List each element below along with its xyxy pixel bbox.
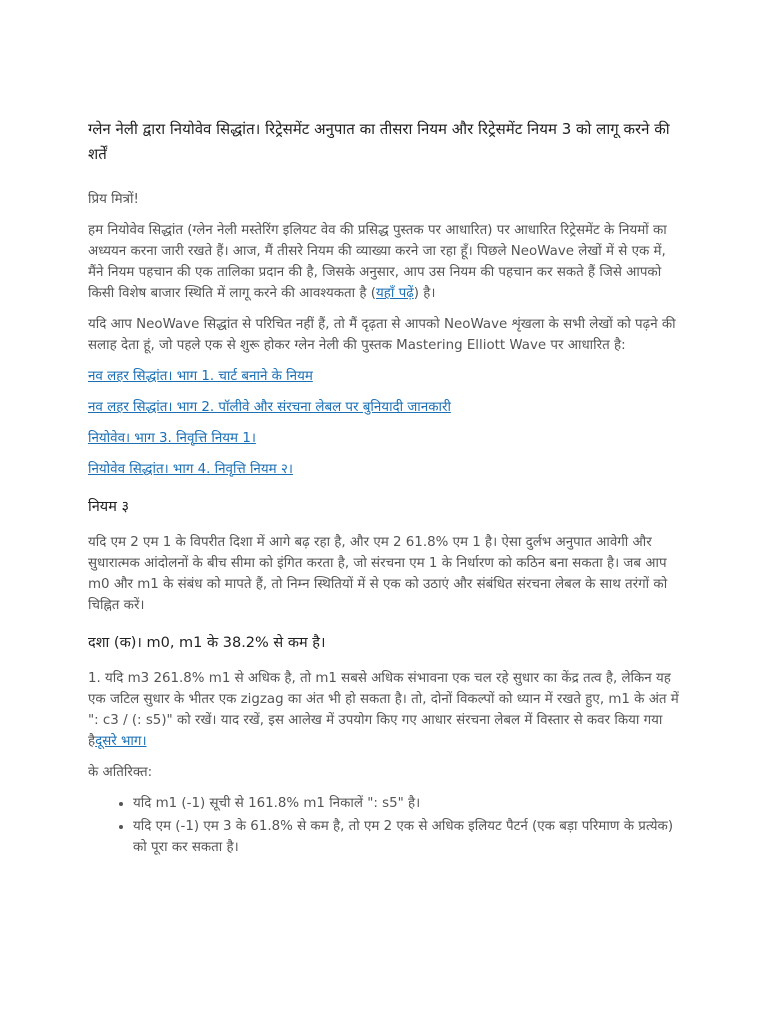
read-here-link[interactable]: यहाँ पढ़ें	[376, 286, 414, 301]
series-link-item	[88, 397, 680, 418]
series-intro-paragraph: यदि आप NeoWave सिद्धांत से परिचित नहीं हैं, तो मैं दृढ़ता से आपको NeoWave शृंखला के सभी लेखों को पढ़ने की सलाह देता हूं, जो पहले एक से शुरू होकर ग्लेन नेली की पुस्तक Mastering Elliott Wave पर आधारित है:	[88, 317, 676, 353]
rule-heading: नियम ३	[88, 499, 130, 515]
condition-text: 1. यदि m3 261.8% m1 से अधिक है, तो m1 सबसे अधिक संभावना एक चल रहे सुधार का केंद्र तत्व है, लेकिन यह एक जटिल सुधार के भीतर एक zigzag का अंत भी हो सकता है। तो, दोनों विकल्पों को ध्यान में रखते हुए, m1 के अंत में ": c3 / (: s5)" को रखें। याद रखें, इस आलेख में उपयोग किए गए आधार संरचना लेबल में विस्तार से कवर किया गया है	[88, 671, 679, 749]
list-item: • यदि एम (-1) एम 3 के 61.8% से कम है, तो एम 2 एक से अधिक इलियट पैटर्न (एक बड़ा परिमाण के प्रत्येक) को पूरा कर सकता है।	[133, 816, 680, 858]
bullet-list	[88, 793, 680, 858]
series-link-item	[88, 459, 680, 480]
intro-text-end: ) है।	[413, 286, 436, 301]
series-link-part-1[interactable]: नव लहर सिद्धांत। भाग 1. चार्ट बनाने के नियम	[88, 369, 313, 384]
series-link-item	[88, 366, 680, 387]
condition-heading: दशा (क)। m0, m1 के 38.2% से कम है।	[88, 635, 326, 651]
intro-text: हम नियोवेव सिद्धांत (ग्लेन नेली मस्तेरिंग इलियट वेव की प्रसिद्ध पुस्तक पर आधारित) पर आधारित रिट्रेसमेंट के नियमों का अध्ययन करना जारी रखते हैं। आज, मैं तीसरे नियम की व्याख्या करने जा रहा हूँ। पिछले NeoWave लेखों में से एक में, मैंने नियम पहचान की एक तालिका प्रदान की है, जिसके अनुसार, आप उस नियम की पहचान कर सकते हैं जिसे आपको किसी विशेष बाजार स्थिति में लागू करने की आवश्यकता है (	[88, 223, 667, 301]
condition-paragraph	[88, 668, 680, 752]
series-link-part-3[interactable]: नियोवेव। भाग 3. निवृत्ति नियम 1।	[88, 431, 256, 446]
series-link-part-2[interactable]: नव लहर सिद्धांत। भाग 2. पॉलीवे और संरचना लेबल पर बुनियादी जानकारी	[88, 400, 451, 415]
series-link-part-4[interactable]: नियोवेव सिद्धांत। भाग 4. निवृत्ति नियम २।	[88, 462, 293, 477]
rule-paragraph: यदि एम 2 एम 1 के विपरीत दिशा में आगे बढ़ रहा है, और एम 2 61.8% एम 1 है। ऐसा दुर्लभ अनुपात आवेगी और सुधारात्मक आंदोलनों के बीच सीमा को इंगित करता है, जो संरचना एम 1 के निर्धारण को कठिन बना सकता है। जब आप m0 और m1 के संबंध को मापते हैं, तो निम्न स्थितियों में से एक को उठाएं और संबंधित संरचना लेबल के साथ तरंगों को चिह्नित करें।	[88, 535, 668, 613]
article	[88, 117, 680, 860]
second-part-link[interactable]: दूसरे भाग।	[95, 734, 147, 749]
list-item: • यदि m1 (-1) सूची से 161.8% m1 निकालें ": s5" है।	[133, 793, 680, 814]
additionally-label: के अतिरिक्त:	[88, 765, 153, 780]
article-title: ग्लेन नेली द्वारा नियोवेव सिद्धांत। रिट्रेसमेंट अनुपात का तीसरा नियम और रिट्रेसमेंट नियम 3 को लागू करने की शर्तें	[88, 120, 670, 163]
series-link-item	[88, 428, 680, 449]
intro-paragraph	[88, 220, 680, 304]
greeting: प्रिय मित्रों!	[88, 192, 139, 207]
